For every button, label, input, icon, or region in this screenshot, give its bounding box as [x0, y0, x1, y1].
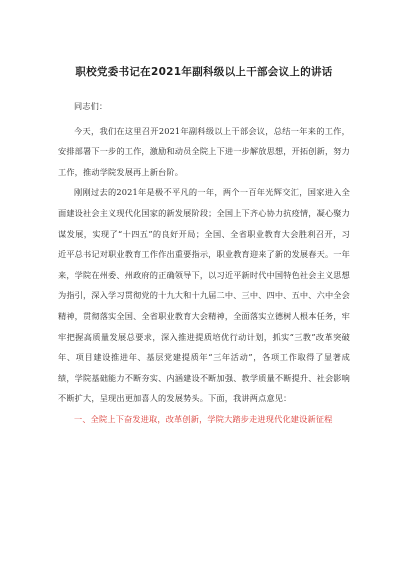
- paragraph-intro: 今天，我们在这里召开2021年副科级以上干部会议，总结一年来的工作，安排部署下一步的工作，激励和动员全院上下进一步解放思想，开拓创新，努力工作，推动学院发展再上新台阶。: [58, 125, 350, 177]
- document-title: 职校党委书记在2021年副科级以上干部会议上的讲话: [75, 66, 333, 78]
- section-heading: 一、全院上下奋发进取，改革创新，学院大踏步走进现代化建设新征程: [74, 413, 333, 424]
- greeting: 同志们：: [74, 101, 108, 111]
- document-body: [58, 96, 350, 430]
- paragraph-review: 刚刚过去的2021年是极不平凡的一年，两个一百年光辉交汇，国家进入全面建设社会主义现代化国家的新发展阶段；全国上下齐心协力抗疫情，凝心聚力谋发展，实现了“十四五”的良好开局；全国、全省职业教育大会胜利召开，习近平总书记对职业教育工作作出重要指示，职业教育迎来了新的发展春天。一年来，学院在州委、州政府的正确领导下，以习近平新时代中国特色社会主义思想为指引，深入学习贯彻党的十九大和十九届二中、三中、四中、五中、六中全会精神，贯彻落实全国、全省职业教育大会精神，全面落实立德树人根本任务，牢牢把握高质量发展总要求，深入推进提质培优行动计划，抓实“三教”改革突破年、项目建设推进年、基层党建提质年“三年活动”，各项工作取得了显著成绩，学院基础能力不断夯实、内涵建设不断加强、教学质量不断提升、社会影响不断扩大，呈现出更加喜人的发展势头。下面，我讲两点意见：: [58, 187, 350, 404]
